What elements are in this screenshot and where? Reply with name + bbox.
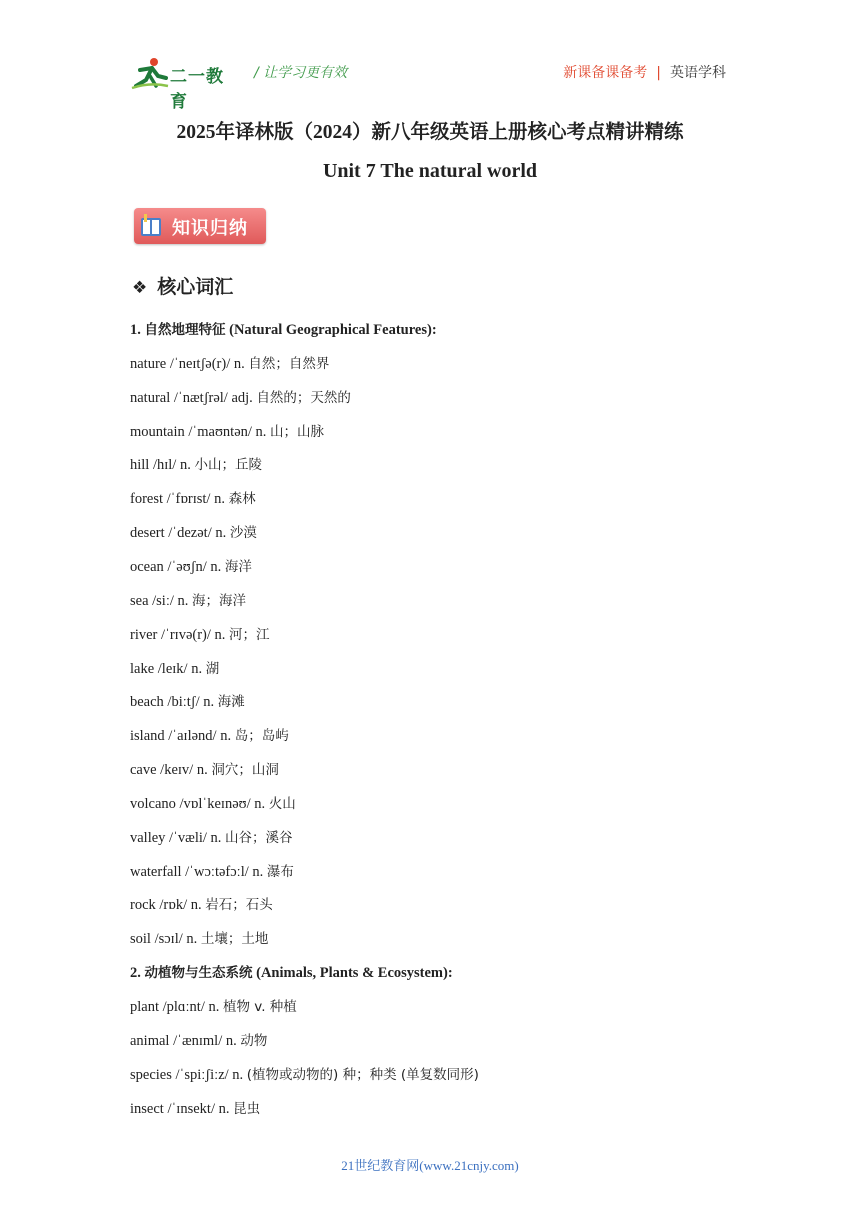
- header-label-primary: 新课备课备考: [563, 65, 648, 81]
- entry-chinese: (植物或动物的) 种；种类 (单复数同形): [246, 1066, 479, 1083]
- entry-chinese: 自然；自然界: [248, 355, 330, 372]
- entry-english: insect /ˈɪnsekt/ n.: [130, 1100, 234, 1117]
- entry-chinese: 山；山脉: [270, 423, 325, 440]
- entry-english: plant /plɑːnt/ n.: [130, 999, 223, 1015]
- vocab-entry: [130, 589, 246, 610]
- vocab-entry: [130, 657, 219, 678]
- vocab-entry: [130, 555, 252, 576]
- entry-english: beach /biːtʃ/ n.: [130, 694, 218, 711]
- entry-english: nature /ˈneɪtʃə(r)/ n.: [130, 355, 249, 372]
- vocab-entry: [130, 487, 256, 508]
- entry-chinese: 自然的；天然的: [256, 389, 351, 406]
- entry-english: valley /ˈvæli/ n.: [130, 829, 226, 846]
- entry-english: rock /rɒk/ n.: [130, 897, 206, 914]
- entry-chinese: 土壤；土地: [200, 931, 269, 948]
- entry-english: island /ˈaɪlənd/ n.: [130, 728, 235, 745]
- document-subtitle: Unit 7 The natural world: [322, 160, 538, 182]
- entry-english: animal /ˈænɪml/ n.: [130, 1032, 241, 1049]
- entry-english: volcano /vɒlˈkeɪnəʊ/ n.: [130, 795, 269, 812]
- vocab-entry: [130, 453, 262, 474]
- entry-chinese: 岩石；石头: [205, 897, 273, 914]
- entry-english: natural /ˈnætʃrəl/ adj.: [130, 389, 257, 406]
- page-footer: 21世纪教育网(www.21cnjy.com): [341, 1158, 519, 1173]
- entry-chinese: 河；江: [229, 626, 270, 643]
- entry-english: cave /keɪv/ n.: [130, 762, 212, 779]
- vocab-entry: [130, 1097, 260, 1118]
- entry-chinese: 海滩: [217, 694, 245, 711]
- entry-english: forest /ˈfɒrɪst/ n.: [130, 491, 229, 508]
- section-heading-text: 核心词汇: [157, 276, 234, 298]
- entry-english: waterfall /ˈwɔːtəfɔːl/ n.: [130, 863, 267, 880]
- entry-english: lake /leɪk/ n.: [130, 660, 206, 677]
- vocab-entry: [130, 758, 279, 779]
- vocab-entry: [130, 826, 293, 847]
- entry-chinese: 岛；岛屿: [234, 728, 289, 745]
- document-title: 2025年译林版（2024）新八年级英语上册核心考点精讲精练: [176, 122, 684, 143]
- entry-english: river /ˈrɪvə(r)/ n.: [130, 626, 230, 643]
- section-badge: [134, 208, 266, 244]
- entry-chinese: 火山: [268, 795, 296, 812]
- diamond-bullet-icon: ❖: [132, 278, 148, 298]
- entry-english: soil /sɔɪl/ n.: [130, 931, 201, 948]
- entry-chinese: 湖: [205, 660, 220, 677]
- vocab-entry: [130, 420, 324, 441]
- entry-english: mountain /ˈmaʊntən/ n.: [130, 423, 271, 440]
- vocab-entry: [130, 1063, 479, 1084]
- entry-english: desert /ˈdezət/ n.: [130, 525, 230, 542]
- badge-label: 知识归纳: [172, 218, 248, 239]
- vocab-entry: [130, 927, 268, 948]
- entry-chinese: 动物: [240, 1032, 268, 1049]
- entry-chinese: 森林: [228, 491, 256, 508]
- entry-chinese: 山谷；溪谷: [225, 829, 293, 846]
- vocab-entry: [130, 690, 245, 711]
- vocab-entry: [130, 995, 297, 1016]
- entry-chinese: 海洋: [224, 558, 252, 575]
- vocab-entry: [130, 386, 351, 407]
- vocab-entry: [130, 724, 289, 745]
- entry-chinese: 海；海洋: [192, 592, 247, 609]
- entry-chinese: 动植物与生态系统: [144, 965, 253, 982]
- book-icon: [140, 214, 162, 238]
- header-label-secondary: 英语学科: [670, 65, 726, 81]
- category-heading: [130, 318, 437, 339]
- entry-english: ocean /ˈəʊʃn/ n.: [130, 558, 225, 575]
- vocab-entry: [130, 893, 273, 914]
- vocab-entry: [130, 1029, 267, 1050]
- logo: [130, 56, 240, 112]
- entry-chinese: 洞穴；山洞: [211, 762, 279, 779]
- header-right: [563, 62, 726, 82]
- vocab-entry: [130, 521, 257, 542]
- page-header: [130, 50, 726, 112]
- slogan: / 让学习更有效: [254, 65, 348, 81]
- entry-english: hill /hɪl/ n.: [130, 457, 195, 474]
- vocab-entry: [130, 792, 296, 813]
- entry-chinese: 昆虫: [233, 1100, 261, 1117]
- header-separator: |: [656, 65, 661, 81]
- entry-english: 1.: [130, 322, 145, 338]
- entry-chinese: 沙漠: [229, 525, 257, 542]
- entry-english: 2.: [130, 965, 145, 982]
- runner-logo-icon: [130, 56, 170, 90]
- entry-chinese: 自然地理特征: [144, 322, 226, 338]
- entry-chinese: 小山；丘陵: [194, 457, 262, 474]
- entry-chinese: 植物 v. 种植: [222, 999, 297, 1015]
- entry-english: species /ˈspiːʃiːz/ n.: [130, 1066, 247, 1083]
- vocab-entry: [130, 860, 294, 881]
- entry-english: sea /siː/ n.: [130, 592, 193, 609]
- category-heading: [130, 961, 453, 982]
- entry-tail: (Animals, Plants & Ecosystem):: [252, 965, 453, 982]
- entry-chinese: 瀑布: [266, 863, 294, 880]
- entry-tail: (Natural Geographical Features):: [225, 322, 437, 338]
- section-heading: [132, 272, 233, 299]
- logo-text: 二一教育: [170, 67, 224, 112]
- vocab-entry: [130, 352, 329, 373]
- vocab-entry: [130, 623, 270, 644]
